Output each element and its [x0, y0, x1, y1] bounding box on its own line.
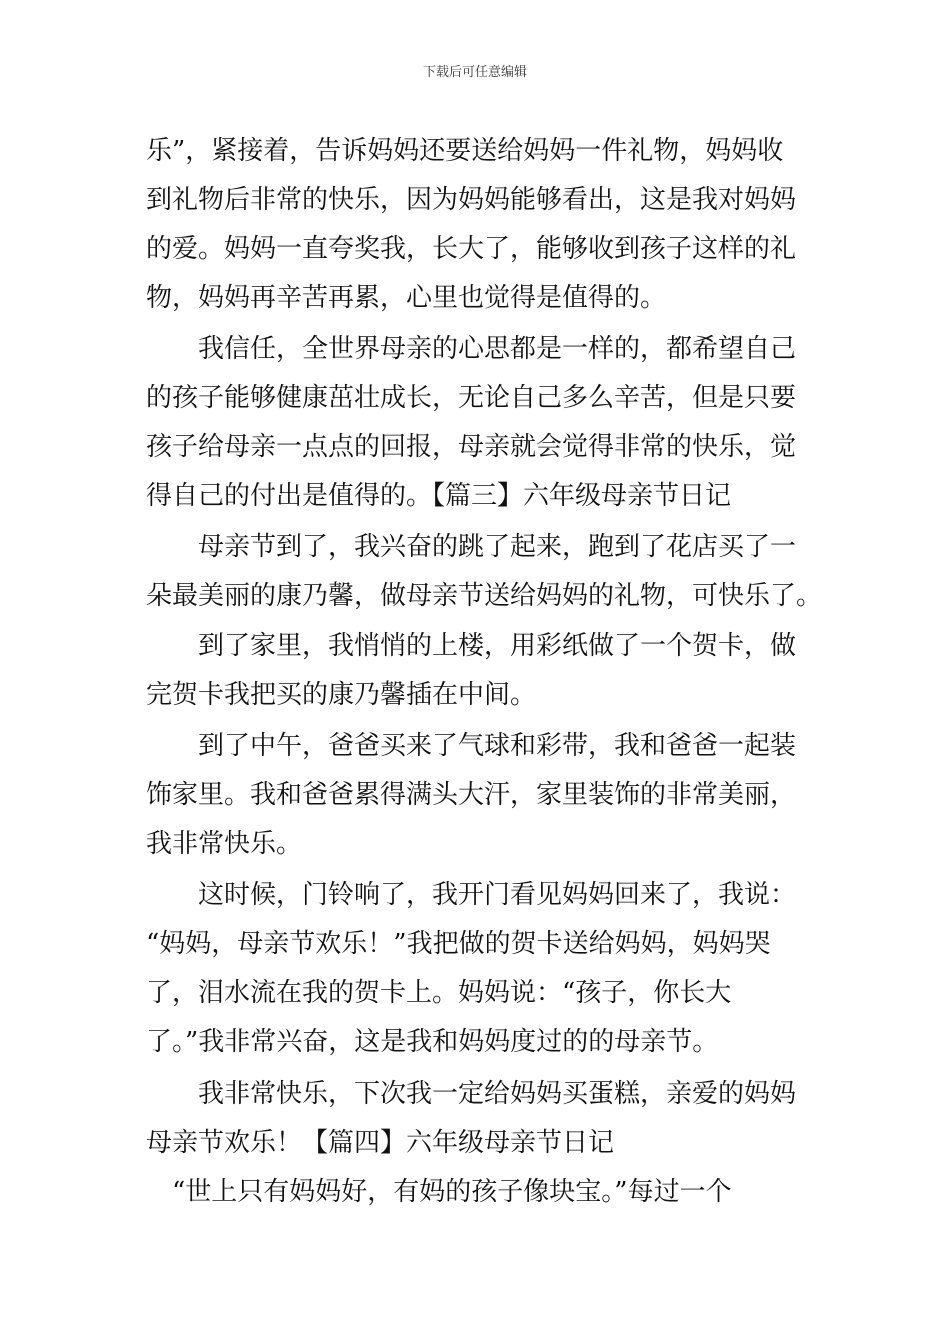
text-line: 母亲节欢乐！【篇四】六年级母亲节日记	[146, 1128, 615, 1158]
text-line: 完贺卡我把买的康乃馨插在中间。	[146, 680, 537, 710]
text-line: 了，泪水流在我的贺卡上。妈妈说：“孩子，你长大	[146, 978, 732, 1008]
text-line: 到礼物后非常的快乐，因为妈妈能够看出，这是我对妈妈	[146, 185, 797, 215]
text-line: 的爱。妈妈一直夸奖我，长大了，能够收到孩子这样的礼	[146, 234, 797, 264]
text-line: 到了中午，爸爸买来了气球和彩带，我和爸爸一起装	[198, 731, 797, 761]
text-line: 我非常快乐，下次我一定给妈妈买蛋糕，亲爱的妈妈	[198, 1079, 797, 1109]
text-line: 我信任，全世界母亲的心思都是一样的，都希望自己	[198, 334, 797, 364]
text-line: 乐”，紧接着，告诉妈妈还要送给妈妈一件礼物，妈妈收	[146, 136, 784, 166]
text-line: 我非常快乐。	[146, 829, 303, 859]
text-line: “妈妈，母亲节欢乐！”我把做的贺卡送给妈妈，妈妈哭	[146, 929, 771, 959]
text-line: 了。”我非常兴奋，这是我和妈妈度过的的母亲节。	[146, 1027, 719, 1057]
text-line: 朵最美丽的康乃馨，做母亲节送给妈妈的礼物，可快乐了。	[146, 581, 823, 611]
text-line: 得自己的付出是值得的。【篇三】六年级母亲节日记	[146, 481, 732, 511]
text-line: 的孩子能够健康茁壮成长，无论自己多么辛苦，但是只要	[146, 383, 797, 413]
page-header-note: 下载后可任意编辑	[422, 65, 527, 80]
text-line: 这时候，门铃响了，我开门看见妈妈回来了，我说：	[198, 880, 797, 910]
text-line: 到了家里，我悄悄的上楼，用彩纸做了一个贺卡，做	[198, 631, 797, 661]
text-line: 物，妈妈再辛苦再累，心里也觉得是值得的。	[146, 283, 667, 313]
text-line: “世上只有妈妈好，有妈的孩子像块宝。”每过一个	[172, 1177, 732, 1207]
text-line: 母亲节到了，我兴奋的跳了起来，跑到了花店买了一	[198, 532, 797, 562]
text-line: 饰家里。我和爸爸累得满头大汗，家里装饰的非常美丽，	[146, 780, 797, 810]
text-line: 孩子给母亲一点点的回报，母亲就会觉得非常的快乐，觉	[146, 432, 797, 462]
